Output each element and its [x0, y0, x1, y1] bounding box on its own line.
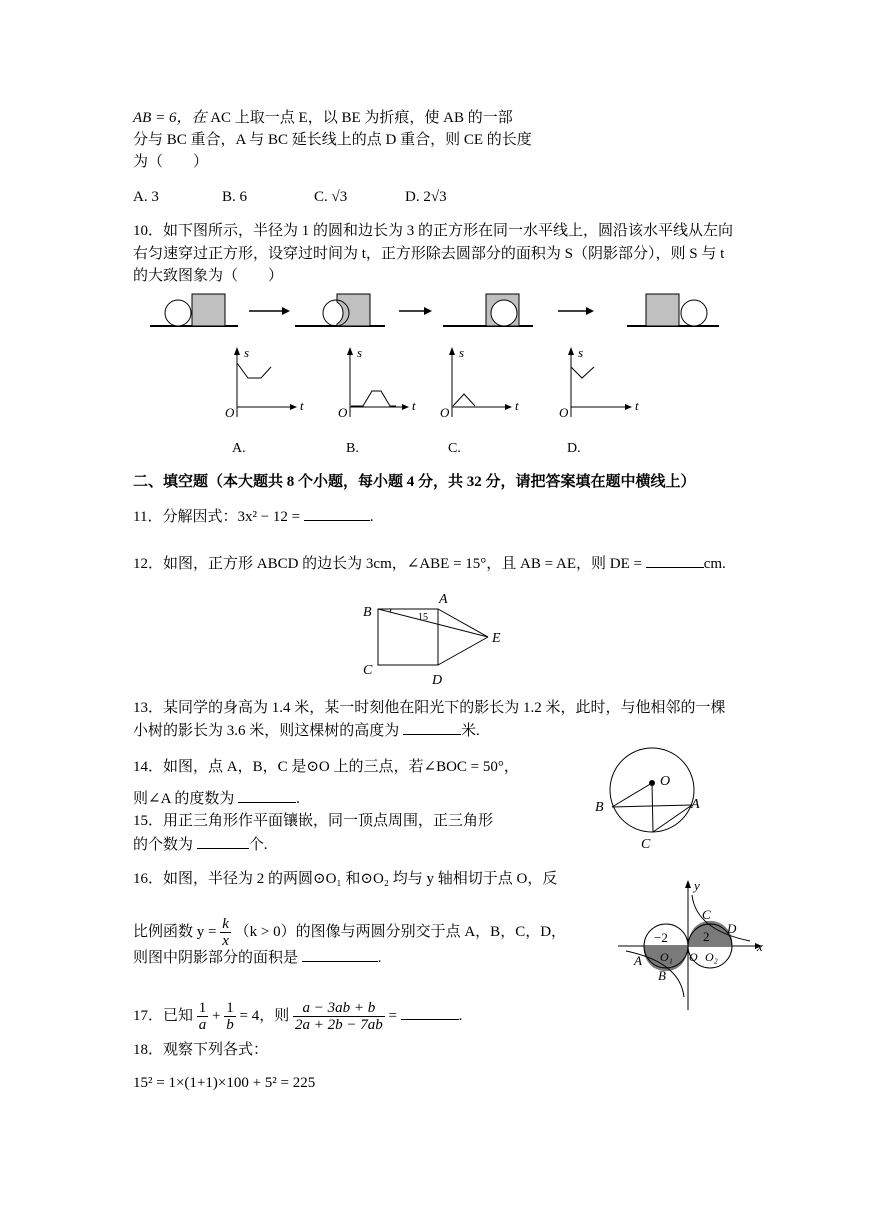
q16-label-y: y — [694, 878, 700, 893]
q10-stage-2 — [295, 294, 385, 326]
q16-line2-pre: 比例函数 y = — [133, 924, 217, 940]
q16-label-o2: O₂ — [705, 950, 718, 964]
q14-line1: 14．如图，点 A，B，C 是⊙O 上的三点，若∠BOC = 50°， — [133, 759, 519, 775]
q17-frac-2 — [224, 1000, 236, 1033]
q12-text: 12．如图，正方形 ABCD 的边长为 3cm，∠ABE = 15°，且 AB = AE，则 DE = — [133, 556, 642, 572]
q9-line2: 分与 BC 重合，A 与 BC 延长线上的点 D 重合，则 CE 的长度 — [133, 132, 532, 148]
graph-d-label: D. — [567, 441, 581, 456]
q16-label-pos2: 2 — [703, 929, 710, 944]
q16-line2-post: （k > 0）的图像与两圆分别交于点 A，B，C，D， — [234, 924, 567, 940]
graph-a-t-label: t — [300, 398, 304, 413]
q11-text: 11．分解因式：3x² − 12 = — [133, 509, 301, 525]
q17-end: . — [458, 1008, 463, 1024]
section-2-title: 二、填空题（本大题共 8 个小题，每小题 4 分，共 32 分，请把答案填在题中横线上） — [133, 474, 696, 490]
q10-answer-graphs — [0, 345, 869, 460]
q9-line1 — [133, 108, 513, 128]
q16-label-b: B — [658, 968, 666, 983]
q14-figure — [590, 745, 720, 855]
q12 — [133, 553, 726, 574]
q16-end: . — [377, 950, 382, 966]
q9-line1-text: AC 上取一点 E，以 BE 为折痕，使 AB 的一部 — [210, 110, 513, 126]
q10-arrow-3 — [558, 307, 594, 315]
q9-line3: 为（ ） — [133, 154, 209, 170]
graph-d-s-label: s — [578, 345, 584, 360]
q17-eq: = — [388, 1008, 397, 1024]
graph-c-label: C. — [448, 441, 461, 456]
q17-frac-3-den: 2a + 2b − 7ab — [294, 1017, 383, 1034]
q10-stage-1 — [150, 294, 238, 326]
q17-frac-1-den: a — [198, 1017, 207, 1034]
q9-option-d: D. 2√3 — [405, 189, 447, 205]
graph-c — [440, 345, 519, 456]
q10-stage-3 — [443, 294, 533, 326]
q14-line2 — [133, 788, 300, 809]
q18-line1: 18．观察下列各式： — [133, 1042, 269, 1058]
q16-answer-blank[interactable] — [302, 947, 378, 962]
graph-c-origin: O — [440, 405, 450, 420]
q16-label-x: x — [757, 939, 763, 954]
q18-line2: 15² = 1×(1+1)×100 + 5² = 225 — [133, 1075, 316, 1091]
q10-line1: 10．如下图所示，半径为 1 的圆和边长为 3 的正方形在同一水平线上，圆沿该水平线从左向 — [133, 223, 734, 239]
q16-line3 — [133, 947, 382, 968]
q10-arrow-2 — [399, 307, 432, 315]
q16-label-o: O — [689, 950, 698, 964]
q13-end: 米. — [461, 723, 480, 739]
graph-c-s-label: s — [459, 345, 465, 360]
q16-frac-num: k — [222, 916, 229, 933]
graph-a — [225, 345, 304, 456]
q13-line1: 13．某同学的身高为 1.4 米，某一时刻他在阳光下的影长为 1.2 米，此时，与他相邻的一棵 — [133, 700, 726, 716]
q16-fraction — [220, 916, 231, 949]
graph-a-origin: O — [225, 405, 235, 420]
q16-label-o1: O₁ — [660, 950, 673, 964]
q14-label-c: C — [641, 837, 651, 852]
q12-figure — [355, 588, 535, 688]
q16-line2 — [133, 912, 566, 952]
q17-frac-2-den: b — [226, 1017, 234, 1034]
graph-b — [338, 345, 416, 456]
q17-frac-3-num: a − 3ab + b — [293, 1000, 385, 1017]
q11 — [133, 506, 374, 527]
q16-frac-den: x — [222, 933, 229, 950]
q12-answer-blank[interactable] — [646, 553, 704, 568]
q15-line1: 15．用正三角形作平面镶嵌，同一顶点周围，正三角形 — [133, 813, 494, 829]
q12-label-a: A — [439, 592, 448, 607]
q14-line2-text: 则∠A 的度数为 — [133, 791, 235, 807]
q16-label-d: D — [727, 921, 737, 936]
q9-option-b: B. 6 — [222, 189, 248, 205]
graph-b-label: B. — [346, 441, 359, 456]
graph-c-t-label: t — [515, 398, 519, 413]
q12-end: cm. — [703, 556, 726, 572]
q12-label-b: B — [363, 605, 372, 620]
graph-b-origin: O — [338, 405, 348, 420]
q12-label-angle: 15 — [418, 612, 428, 623]
q11-end: . — [369, 509, 374, 525]
graph-d — [559, 345, 639, 456]
q13-answer-blank[interactable] — [403, 720, 461, 735]
q10-stage-4 — [627, 294, 719, 326]
graph-d-origin: O — [559, 405, 569, 420]
q16-label-c: C — [702, 907, 711, 922]
q16-label-neg2: −2 — [654, 930, 668, 945]
q17 — [133, 996, 462, 1036]
graph-a-s-label: s — [244, 345, 250, 360]
q15-end: 个. — [248, 837, 268, 853]
q11-answer-blank[interactable] — [304, 506, 370, 521]
q17-pre: 17．已知 — [133, 1008, 194, 1024]
q17-frac-2-num: 1 — [226, 1000, 234, 1017]
q12-label-d: D — [432, 673, 443, 688]
q17-answer-blank[interactable] — [401, 1005, 459, 1020]
graph-a-label: A. — [232, 441, 246, 456]
q10-line3: 的大致图象为（ ） — [133, 268, 284, 284]
q17-plus: + — [212, 1008, 221, 1024]
q9-option-c: C. √3 — [314, 189, 348, 205]
q15-line2 — [133, 834, 268, 855]
q17-frac-1 — [197, 1000, 209, 1033]
graph-d-t-label: t — [635, 398, 639, 413]
q16-line1: 16．如图，半径为 2 的两圆⊙O₁ 和⊙O₂ 均与 y 轴相切于点 O，反 — [133, 871, 558, 887]
q14-label-a: A — [691, 797, 700, 812]
graph-b-s-label: s — [357, 345, 363, 360]
q9-line1-pre: AB = 6，在 — [133, 110, 211, 126]
q17-frac-1-num: 1 — [198, 1000, 207, 1017]
q16-figure — [610, 875, 770, 1015]
q15-line2-text: 的个数为 — [133, 837, 194, 853]
q9-option-a: A. 3 — [133, 189, 159, 205]
q16-line3-text: 则图中阴影部分的面积是 — [133, 950, 299, 966]
q17-mid: = 4，则 — [239, 1008, 290, 1024]
graph-b-t-label: t — [412, 398, 416, 413]
q13-line2 — [133, 720, 480, 741]
q10-arrow-1 — [249, 307, 290, 315]
q15-answer-blank[interactable] — [197, 834, 249, 849]
q14-end: . — [296, 791, 300, 807]
q16-label-a: A — [634, 953, 642, 968]
q12-label-c: C — [363, 663, 373, 678]
q14-label-b: B — [595, 800, 604, 815]
q14-answer-blank[interactable] — [238, 788, 296, 803]
q17-frac-3 — [293, 1000, 385, 1033]
q10-motion-figure — [0, 285, 869, 345]
q13-line2-text: 小树的影长为 3.6 米，则这棵树的高度为 — [133, 723, 400, 739]
q12-label-e: E — [492, 631, 501, 646]
q14-label-o: O — [660, 774, 671, 789]
q10-line2: 右匀速穿过正方形，设穿过时间为 t，正方形除去圆部分的面积为 S（阴影部分），则 S 与 t — [133, 246, 725, 262]
